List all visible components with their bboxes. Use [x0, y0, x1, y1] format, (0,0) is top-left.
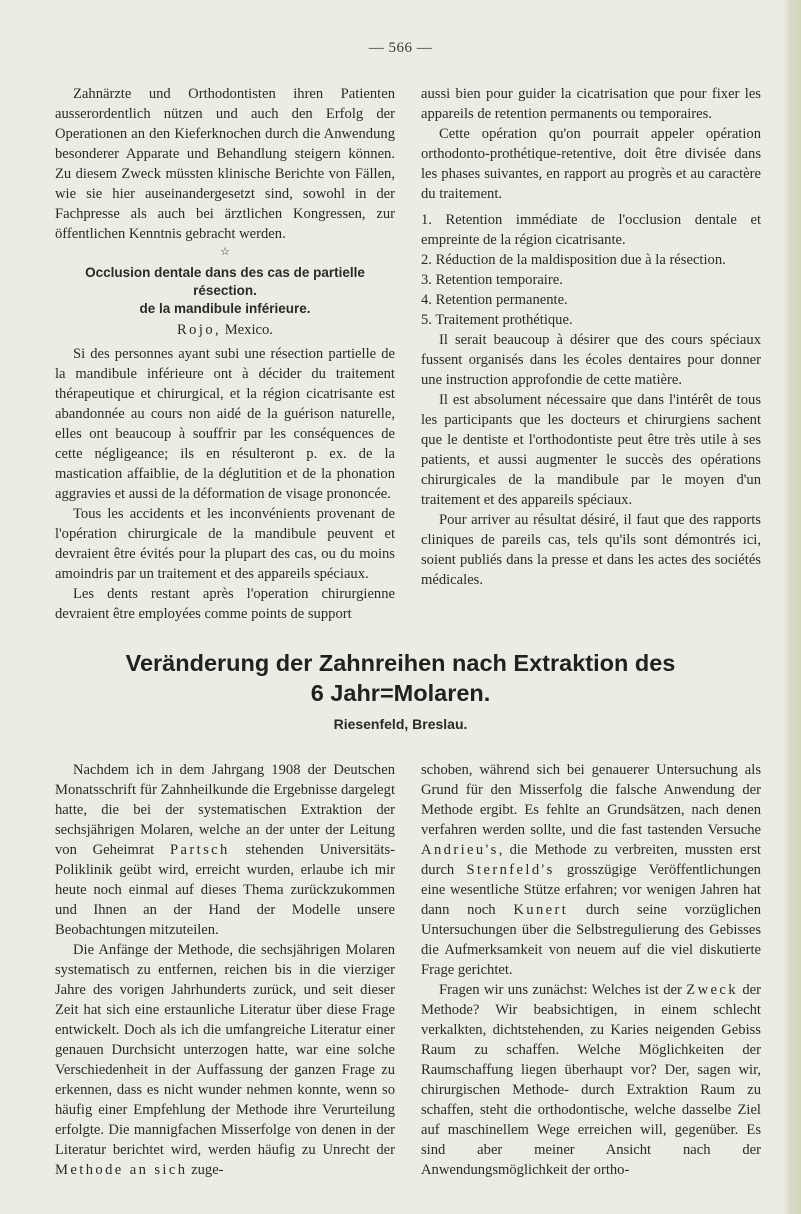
person-name: Partsch	[169, 842, 230, 858]
left-column-top	[55, 84, 395, 624]
text-run: Die Anfänge der Methode, die sechsjährigen Molaren systematisch zu entfernen, reichen bis in die vierziger Jahre des vorigen Jahrhunderts zurück, und seit dieser Zeit hat sich eine erstaunliche Literatur über diese Frage entwickelt. Doch als ich die umfangreiche Literatur einer genauen Durchsicht unterzogen hatte, war eine solche Verschiedenheit in der Auffassung der ganzen Frage zu erkennen, dass es nicht wunder nehmen konnte, wenn so häufig einer Empfehlung der Methode ihre Verurteilung erfolgte. Die mannigfachen Misserfolge von denen in der Literatur berichtet wird, werden häufig zu Unrecht der	[55, 942, 395, 1158]
text-run: der Methode? Wir beabsichtigen, in einem schlecht verkalkten, dichtstehenden, zu Karies neigenden Gebiss Raum zu schaffen. Welche Möglichkeiten der Raumschaffung liegen überhaupt vor? Der, sagen wir, chirurgischen Methode- durch Extraktion Raum zu schaffen, steht die orthodontische, welche dasselbe Ziel auf maschinellem Wege erreichen will, gegenüber. Es sind aber meiner Ansicht nach der Anwendungsmöglichkeit der ortho-	[421, 982, 761, 1178]
text-run: schoben, während sich bei genauerer Untersuchung als Grund für den Misserfolg die falsche Anwendung der Methode ergibt. Es fehlte an Grundsätzen, nach denen verfahren werden sollte, und die fast tastenden Versuche	[421, 762, 761, 838]
emphasis: Methode an sich	[55, 1162, 188, 1178]
section-heading	[55, 264, 395, 318]
paragraph: Si des personnes ayant subi une résection partielle de la mandibule inférieure ont à décider du traitement thérapeutique et chirurgical, et la région cicatrisante est abandonnée au cours non aidé de la guérison naturelle, elles ont beaucoup à souffrir par les conséquences de cette négligeance; ils en résulteront p. ex. de la mastication affaiblie, de la déglutition et de la phonation aggravies et aussi de la déformation de visage prononcée.	[55, 346, 395, 502]
list-item: 3. Retention temporaire.	[421, 272, 563, 288]
paragraph	[55, 940, 395, 1180]
scan-edge	[783, 0, 801, 1214]
left-column-bottom	[55, 760, 395, 1180]
list-item: 2. Réduction de la maldisposition due à la résection.	[421, 252, 726, 268]
person-name: Andrieu's	[421, 842, 499, 858]
paragraph: Tous les accidents et les inconvénients provenant de l'opération chirurgicale de la mandibule peuvent et devraient être évités pour la plupart des cas, ou du moins amoindris par un traitement et des appareils spéciaux.	[55, 506, 395, 582]
article-title-line: Veränderung der Zahnreihen nach Extraktion des	[125, 650, 676, 676]
list-item: 1. Retention immédiate de l'occlusion dentale et empreinte de la région cicatrisante.	[421, 212, 761, 248]
paragraph: Zahnärzte und Orthodontisten ihren Patienten ausserordentlich nützen und auch den Erfolg der Operationen an den Kieferknochen durch die Anwendung besonderer Apparate und Behandlung steigern können. Zu diesem Zweck müssten klinische Berichte von Fällen, wie sie hier auseinandergesetzt sind, sowohl in der Fachpresse als auch bei ärztlichen Kongressen, zur öffentlichen Kenntnis gebracht werden.	[55, 86, 395, 242]
author-line	[55, 320, 395, 340]
article-title-line: 6 Jahr=Molaren.	[310, 680, 491, 706]
emphasis: Zweck	[686, 982, 738, 998]
person-name: Kunert	[513, 902, 569, 918]
paragraph	[421, 760, 761, 980]
list-item: 4. Retention permanente.	[421, 292, 568, 308]
text-run: Fragen wir uns zunächst: Welches ist der	[439, 982, 687, 998]
author-place: Mexico.	[221, 322, 273, 338]
article-title	[0, 648, 801, 708]
list-item: 5. Traitement prothétique.	[421, 312, 573, 328]
author-name: Rojo,	[177, 322, 222, 338]
star-separator-icon: ☆	[220, 246, 230, 258]
article-byline: Riesenfeld, Breslau.	[333, 716, 468, 732]
phase-list	[421, 210, 761, 330]
text-run: durch seine vorzüglichen Untersuchungen über die Selbstregulierung des Gebisses die Aufmerksamkeit von neuem auf die viel diskutierte Frage gerichtet.	[421, 902, 761, 978]
text-run: zuge-	[187, 1162, 224, 1178]
text-run: Nachdem ich in dem Jahrgang 1908 der Deutschen Monatsschrift für Zahnheilkunde die Ergebnisse dargelegt hatte, die bei der systematischen Extraktion der sechsjährigen Molaren, welche an der unter der Leitung von Geheimrat	[55, 762, 395, 858]
page-number: — 566 —	[368, 40, 433, 56]
paragraph: Cette opération qu'on pourrait appeler opération orthodonto-prothétique-retentive, doit être divisée dans les phases suivantes, en rapport au progrès et au caractère du traitement.	[421, 126, 761, 202]
text-run: , die Methode zu verbreiten, mussten erst durch	[421, 842, 761, 878]
right-column-top	[421, 84, 761, 590]
paragraph: Il serait beaucoup à désirer que des cours spéciaux fussent organisés dans les écoles dentaires pour donner une instruction approfondie de cette matière.	[421, 332, 761, 388]
section-heading-line: Occlusion dentale dans des cas de partielle résection.	[85, 265, 365, 298]
right-column-bottom	[421, 760, 761, 1180]
paragraph: aussi bien pour guider la cicatrisation que pour fixer les appareils de retention permanents ou temporaires.	[421, 86, 761, 122]
paragraph: Les dents restant après l'operation chirurgienne devraient être employées comme points de support	[55, 586, 395, 622]
section-heading-line: de la mandibule inférieure.	[139, 301, 311, 316]
paragraph	[421, 980, 761, 1180]
paragraph: Pour arriver au résultat désiré, il faut que des rapports cliniques de pareils cas, tels qu'ils sont démontrés ici, soient publiés dans la presse et dans les actes des sociétés médicales.	[421, 512, 761, 588]
paragraph	[55, 760, 395, 940]
person-name: Sternfeld's	[466, 862, 555, 878]
text-run: grosszügige Veröffentlichungen eine wesentliche Stütze erfahren; vor wenigen Jahren hat dann noch	[421, 862, 761, 918]
text-run: stehenden Universitäts-Poliklinik geübt wird, erreicht wurden, erlaube ich mir heute noch einmal auf dieses Thema zurückzukommen und Ihnen an der Hand der Modelle unsere Beobachtungen mitzuteilen.	[55, 842, 395, 938]
paragraph: Il est absolument nécessaire que dans l'intérêt de tous les participants que les docteurs et chirurgiens sachent que le dentiste et l'orthodontiste peut être très utile à ses patients, et aussi augmenter le succès des opérations chirurgicales de la mandibule par le moyen d'un traitement et des appareils spéciaux.	[421, 392, 761, 508]
